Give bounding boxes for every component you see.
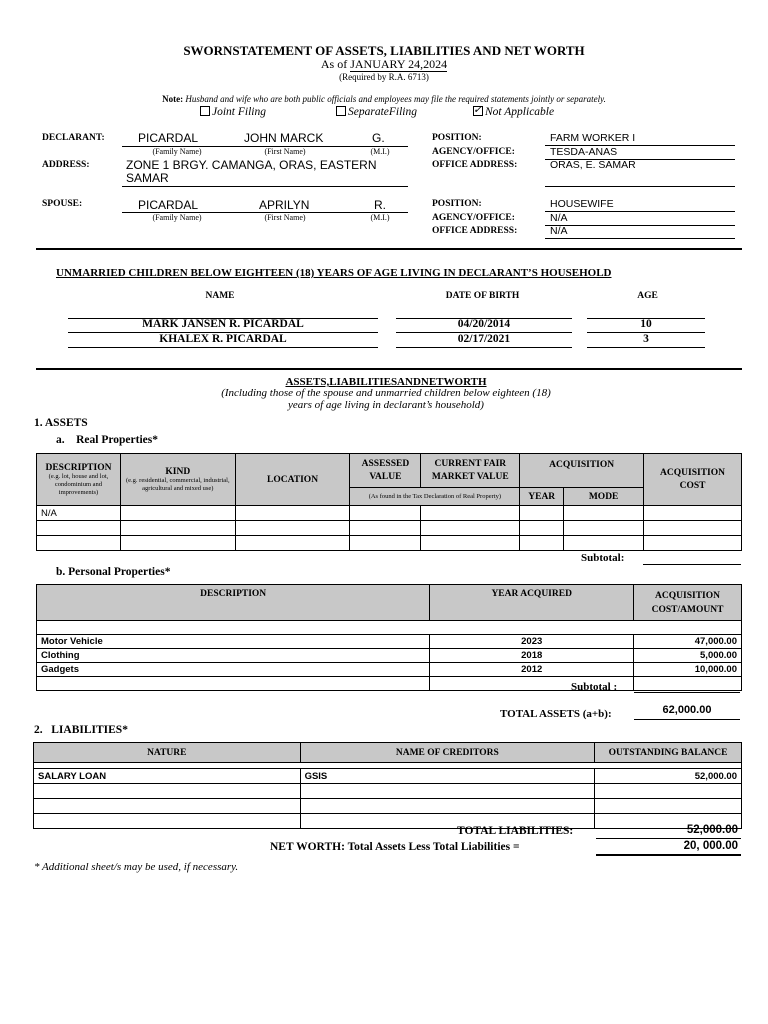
child-1-name: MARK JANSEN R. PICARDAL (142, 318, 304, 330)
personal-row-2-description: Clothing (37, 649, 430, 663)
col-assessed: ASSESSED VALUE (350, 454, 421, 488)
children-heading: UNMARRIED CHILDREN BELOW EIGHTEEN (18) YEARS OF AGE LIVING IN DECLARANT’S HOUSEHOLD (56, 267, 612, 279)
caption-first: (First Name) (264, 147, 306, 156)
col-location: LOCATION (235, 454, 350, 506)
table-row (34, 799, 742, 814)
spouse-agency-label: AGENCY/OFFICE: (432, 213, 515, 223)
children-col-age: AGE (637, 291, 658, 301)
not-applicable-checkbox[interactable] (473, 106, 483, 116)
personal-row-1-cost: 47,000.00 (634, 635, 742, 649)
assets-heading: 1. ASSETS (34, 417, 88, 429)
as-of-label: As of (320, 57, 348, 71)
form-title: SWORNSTATEMENT OF ASSETS, LIABILITIES AND NET WORTH (183, 43, 585, 58)
table-row (37, 521, 742, 536)
col-fair-market: CURRENT FAIR MARKET VALUE (421, 454, 520, 488)
real-properties-heading (56, 434, 158, 446)
separate-filing-label: SeparateFiling (348, 106, 417, 118)
liabilities-table (33, 742, 742, 829)
col-fair-market-note: (As found in the Tax Declaration of Real Property) (350, 488, 520, 506)
table-row (34, 769, 742, 784)
col-kind: KIND (e.g. residential, commercial, industrial, agricultural and mixed use) (120, 454, 235, 506)
liability-row-1-creditor: GSIS (300, 769, 595, 784)
col-nature: NATURE (34, 743, 301, 763)
filing-joint[interactable] (200, 106, 266, 118)
personal-properties-table (36, 584, 742, 691)
filing-not-applicable[interactable] (473, 106, 554, 118)
personal-row-3-year: 2012 (430, 663, 634, 677)
col-acq-cost: ACQUISITION COST (644, 454, 742, 506)
real-prefix: a. (56, 434, 65, 446)
personal-row-1-description: Motor Vehicle (37, 635, 430, 649)
table-row (37, 649, 742, 663)
spouse-caption-first: (First Name) (264, 213, 306, 222)
col-mode: MODE (564, 488, 644, 506)
personal-row-2-year: 2018 (430, 649, 634, 663)
spouse-office-address-label: OFFICE ADDRESS: (432, 226, 518, 236)
alnw-sub-2: years of age living in declarant’s household) (288, 399, 484, 411)
alnw-heading: ASSETS,LIABILITIESANDNETWORTH (285, 376, 487, 388)
col-personal-cost: ACQUISITION COST/AMOUNT (634, 585, 742, 621)
child-2-age: 3 (643, 333, 649, 345)
table-row (37, 663, 742, 677)
liability-row-1-balance: 52,000.00 (595, 769, 742, 784)
personal-row-3-cost: 10,000.00 (634, 663, 742, 677)
net-worth-label: NET WORTH: Total Assets Less Total Liabilities = (270, 841, 520, 853)
declarant-label: DECLARANT: (42, 133, 105, 143)
not-applicable-label: Not Applicable (485, 106, 555, 118)
note-line (0, 94, 768, 104)
caption-family: (Family Name) (152, 147, 202, 156)
total-liabilities-value: 52,000.00 (686, 824, 738, 836)
child-1-dob: 04/20/2014 (457, 318, 511, 330)
spouse-family-name: PICARDAL (138, 198, 199, 212)
child-2-name: KHALEX R. PICARDAL (159, 333, 287, 345)
as-of-line (0, 57, 768, 72)
spouse-agency: N/A (550, 212, 568, 224)
caption-mi: (M.I.) (370, 147, 390, 156)
spouse-position-label: POSITION: (432, 199, 482, 209)
col-personal-description: DESCRIPTION (37, 585, 430, 621)
declarant-address: ZONE 1 BRGY. CAMANGA, ORAS, EASTERN SAMAR (126, 158, 377, 185)
spouse-mi: R. (374, 198, 386, 212)
total-assets-label: TOTAL ASSETS (a+b): (500, 708, 612, 720)
child-1-age: 10 (640, 318, 652, 330)
spouse-caption-mi: (M.I.) (370, 213, 390, 222)
col-description: DESCRIPTION (e.g. lot, house and lot, condominium and improvements) (37, 454, 121, 506)
real-row-1-description: N/A (37, 506, 121, 521)
declarant-mi: G. (372, 131, 385, 145)
col-balance: OUTSTANDING BALANCE (595, 743, 742, 763)
spouse-office-address: N/A (550, 225, 568, 237)
real-title: Real Properties* (76, 434, 158, 446)
required-by: (Required by R.A. 6713) (339, 72, 429, 82)
spouse-label: SPOUSE: (42, 199, 83, 209)
section-divider (36, 248, 742, 250)
alnw-sub-1: (Including those of the spouse and unmarried children below eighteen (18) (221, 387, 551, 399)
personal-row-3-description: Gadgets (37, 663, 430, 677)
filing-separate[interactable] (336, 106, 417, 118)
table-row (37, 677, 742, 691)
agency-label: AGENCY/OFFICE: (432, 147, 515, 157)
children-col-name: NAME (205, 291, 235, 301)
table-row (37, 635, 742, 649)
position-label: POSITION: (432, 133, 482, 143)
liability-row-1-nature: SALARY LOAN (34, 769, 301, 784)
real-subtotal-label: Subtotal: (581, 552, 625, 564)
section-divider-2 (36, 368, 742, 370)
spouse-first-name: APRILYN (259, 198, 310, 212)
liabilities-title: LIABILITIES* (51, 724, 128, 736)
declarant-family-name: PICARDAL (138, 131, 199, 145)
personal-subtotal-label: Subtotal : (571, 681, 618, 693)
total-liabilities-label: TOTAL LIABILITIES: (457, 825, 574, 837)
separate-filing-checkbox[interactable] (336, 106, 346, 116)
spouse-caption-family: (Family Name) (152, 213, 202, 222)
net-worth-value: 20, 000.00 (683, 840, 738, 852)
note-text: Husband and wife who are both public officials and employees may file the required statements jointly or separately. (185, 94, 606, 104)
footnote: * Additional sheet/s may be used, if necessary. (34, 861, 239, 873)
declarant-office-address: ORAS, E. SAMAR (550, 159, 636, 171)
table-row (37, 506, 742, 521)
children-col-dob: DATE OF BIRTH (445, 291, 520, 301)
note-label: Note: (162, 94, 184, 104)
col-year: YEAR (520, 488, 564, 506)
declarant-position: FARM WORKER I (550, 132, 636, 144)
joint-filing-label: Joint Filing (212, 106, 266, 118)
col-personal-year: YEAR ACQUIRED (430, 585, 634, 621)
declarant-first-name: JOHN MARCK (244, 131, 324, 145)
as-of-date: JANUARY 24,2024 (350, 57, 448, 71)
col-acquisition: ACQUISITION (520, 454, 644, 488)
child-2-dob: 02/17/2021 (457, 333, 511, 345)
total-assets-value: 62,000.00 (662, 704, 712, 716)
spouse-position: HOUSEWIFE (550, 198, 614, 210)
liabilities-heading (34, 724, 128, 736)
declarant-agency: TESDA-ANAS (550, 146, 618, 158)
personal-row-2-cost: 5,000.00 (634, 649, 742, 663)
personal-properties-heading: b. Personal Properties* (56, 566, 171, 578)
personal-row-1-year: 2023 (430, 635, 634, 649)
liabilities-num: 2. (34, 724, 43, 736)
col-creditors: NAME OF CREDITORS (300, 743, 595, 763)
address-label: ADDRESS: (42, 160, 90, 170)
real-properties-table (36, 453, 742, 551)
table-row (37, 536, 742, 551)
office-address-label: OFFICE ADDRESS: (432, 160, 518, 170)
table-row (34, 784, 742, 799)
joint-filing-checkbox[interactable] (200, 106, 210, 116)
